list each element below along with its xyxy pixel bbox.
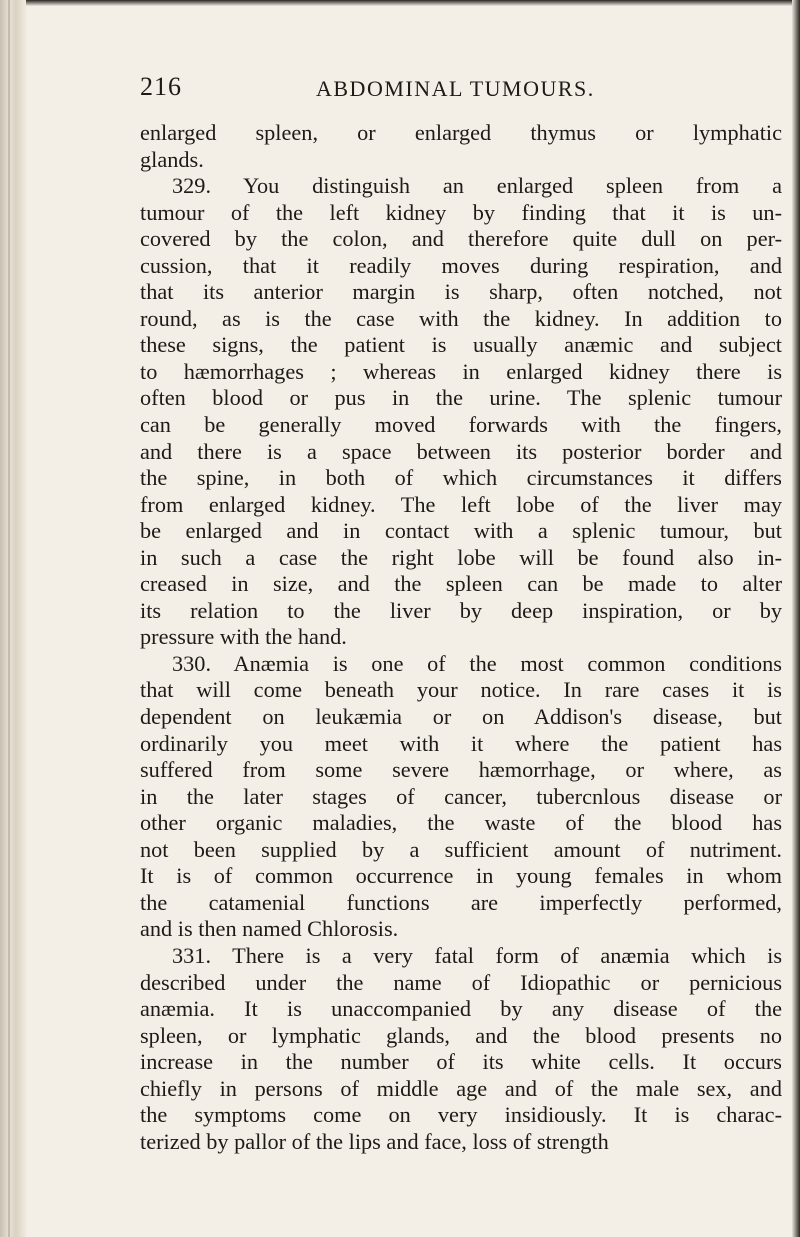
page-header — [140, 72, 780, 112]
running-head: ABDOMINAL TUMOURS. — [316, 76, 595, 101]
text-line: 329. You distinguish an enlarged spleen from a — [172, 173, 782, 199]
text-line: cussion, that it readily moves during respiration, and — [140, 252, 782, 278]
page-top-edge — [26, 0, 800, 6]
paragraph — [140, 120, 782, 173]
text-line: be enlarged and in contact with a splenic tumour, but — [140, 518, 782, 544]
text-line: round, as is the case with the kidney. In addition to — [140, 305, 782, 331]
text-line: the spine, in both of which circumstances it differs — [140, 465, 782, 491]
text-line: from enlarged kidney. The left lobe of the liver may — [140, 491, 782, 517]
text-line: in such a case the right lobe will be found also in- — [140, 544, 782, 570]
text-line: and is then named Chlorosis. — [140, 916, 399, 942]
book-gutter — [0, 0, 26, 1237]
text-line: often blood or pus in the urine. The splenic tumour — [140, 385, 782, 411]
text-line: ordinarily you meet with it where the patient has — [140, 730, 782, 756]
text-line: can be generally moved forwards with the fingers, — [140, 412, 782, 438]
text-line: the symptoms come on very insidiously. It is charac- — [140, 1102, 782, 1128]
text-line: spleen, or lymphatic glands, and the blood presents no — [140, 1022, 782, 1048]
text-line: and there is a space between its posterior border and — [140, 438, 782, 464]
text-line: that its anterior margin is sharp, often notched, not — [140, 279, 782, 305]
text-line: 330. Anæmia is one of the most common conditions — [172, 650, 782, 676]
page-number: 216 — [140, 72, 182, 101]
text-line: pressure with the hand. — [140, 624, 347, 650]
text-line: these signs, the patient is usually anæmic and subject — [140, 332, 782, 358]
text-line: described under the name of Idiopathic or pernicious — [140, 969, 782, 995]
text-line: increase in the number of its white cells. It occurs — [140, 1049, 782, 1075]
text-line: anæmia. It is unaccompanied by any disease of the — [140, 996, 782, 1022]
text-line: glands. — [140, 146, 204, 172]
text-line: tumour of the left kidney by finding that it is un- — [140, 199, 782, 225]
body-text — [140, 120, 782, 1155]
text-line: the catamenial functions are imperfectly performed, — [140, 889, 782, 915]
text-line: covered by the colon, and therefore quite dull on per- — [140, 226, 782, 252]
text-line: It is of common occurrence in young females in whom — [140, 863, 782, 889]
paragraph — [140, 173, 782, 651]
text-line: terized by pallor of the lips and face, loss of strength — [140, 1128, 609, 1154]
text-line: creased in size, and the spleen can be made to alter — [140, 571, 782, 597]
text-line: to hæmorrhages ; whereas in enlarged kidney there is — [140, 358, 782, 384]
text-line: other organic maladies, the waste of the blood has — [140, 810, 782, 836]
text-line: dependent on leukæmia or on Addison's disease, but — [140, 704, 782, 730]
text-line: suffered from some severe hæmorrhage, or where, as — [140, 757, 782, 783]
text-line: not been supplied by a sufficient amount of nutriment. — [140, 836, 782, 862]
paragraph — [140, 943, 782, 1155]
text-line: its relation to the liver by deep inspiration, or by — [140, 597, 782, 623]
text-line: enlarged spleen, or enlarged thymus or lymphatic — [140, 120, 782, 145]
text-line: that will come beneath your notice. In rare cases it is — [140, 677, 782, 703]
gutter-shadow-line — [8, 0, 10, 1237]
page-right-edge — [792, 0, 800, 1237]
text-line: chiefly in persons of middle age and of the male sex, and — [140, 1075, 782, 1101]
text-line: in the later stages of cancer, tubercnlous disease or — [140, 783, 782, 809]
text-line: 331. There is a very fatal form of anæmia which is — [172, 942, 782, 968]
paragraph — [140, 651, 782, 943]
